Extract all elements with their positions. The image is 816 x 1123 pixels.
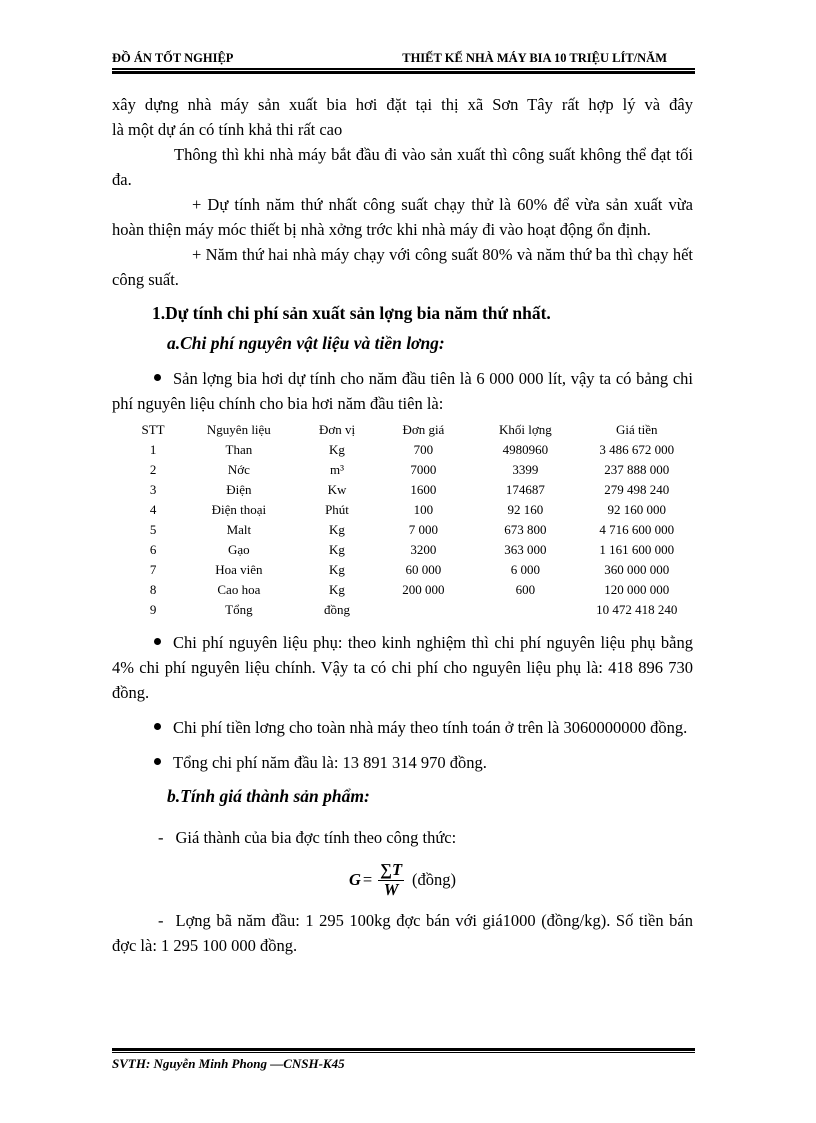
table-header-cell: Khối lợng [499,422,552,437]
table-cell: 6 [149,542,157,557]
table-cell: Kg [329,442,345,457]
table-cell: 363 000 [504,542,547,557]
footer-rule-thin [112,1052,695,1053]
table-cell: Kw [327,482,347,497]
formula-denominator: W [383,880,399,899]
table-cell: 7 000 [408,522,439,537]
paragraph-3: + Dự tính năm thứ nhất công suất chạy thử là 60% để vừa sản xuất vừa hoàn thiện máy móc thiết bị nhà xởng trớc khi nhà máy đi vào hoạt động ổn định. [112,195,693,239]
table-cell: 7 [149,562,157,577]
table-cell [470,600,580,620]
formula-lhs: G [348,869,361,889]
footer-author: SVTH: Nguyễn Minh Phong —CNSH-K45 [112,1056,345,1071]
table-cell: Hoa viên [215,562,263,577]
table-cell: 4 716 600 000 [599,522,675,537]
table-cell: 92 160 [507,502,544,517]
table-cell: 3 [149,482,157,497]
table-cell: 6 000 [510,562,541,577]
table-row [126,440,693,460]
table-row [126,560,693,580]
dash-item-1: - Giá thành của bia đợc tính theo công thức: [158,828,457,847]
table-cell: Kg [329,562,345,577]
table-header-cell: Nguyên liệu [206,422,271,437]
table-cell: Than [225,442,253,457]
table-cell: Điện [226,482,252,497]
table-cell: đồng [324,602,350,617]
table-header-row [126,420,693,440]
formula-equals: = [362,869,373,889]
heading-1: 1.Dự tính chi phí sản xuất sản lợng bia năm thứ nhất. [152,303,551,323]
table-cell: 1600 [410,482,437,497]
bullet-3: Chi phí tiền lơng cho toàn nhà máy theo tính toán ở trên là 3060000000 đồng. [112,715,693,740]
table-cell: 360 000 000 [604,562,670,577]
table-cell: Kg [329,542,345,557]
paragraph-4: + Năm thứ hai nhà máy chạy với công suất 80% và năm thứ ba thì chạy hết công suất. [112,245,693,289]
table-cell: Kg [329,522,345,537]
bullet-icon [154,374,161,381]
table-cell: 200 000 [402,582,445,597]
table-cell: 4980960 [502,442,549,457]
table-cell: Gạo [228,542,250,557]
table-row [126,520,693,540]
table-cell: 174687 [505,482,545,497]
table-cell: Malt [226,522,252,537]
table-cell: 279 498 240 [604,482,670,497]
table-row [126,540,693,560]
bullet-icon [154,758,161,765]
table-cell: 1 161 600 000 [599,542,675,557]
table-header-cell: Đơn vị [318,422,356,437]
table-cell: 3399 [512,462,539,477]
table-cell: 5 [149,522,157,537]
table-row [126,600,693,620]
bullet-2: Chi phí nguyên liệu phụ: theo kinh nghiệm thì chi phí nguyên liệu phụ bằng 4% chi phí nguyên liệu chính. Vậy ta có chi phí cho nguyên liệu phụ là: 418 896 730 đồng. [112,633,693,702]
table-cell: 120 000 000 [604,582,670,597]
table-row [126,580,693,600]
table-header-cell: Đơn giá [402,422,445,437]
header-rule-thin [112,68,695,70]
table-cell: 4 [149,502,157,517]
table-header-cell: STT [141,422,165,437]
table-cell: Kg [329,582,345,597]
formula-unit: (đồng) [412,869,457,889]
heading-b: b.Tính giá thành sản phẩm: [167,786,370,806]
table-cell: 9 [149,602,157,617]
bullet-1: Sản lợng bia hơi dự tính cho năm đầu tiên là 6 000 000 lít, vậy ta có bảng chi phí nguyên liệu chính cho bia hơi năm đầu tiên là: [112,369,693,413]
dash-item-2: - Lợng bã năm đầu: 1 295 100kg đợc bán với giá1000 (đồng/kg). Số tiền bán đợc là: 1 295 100 000 đồng. [112,911,693,955]
paragraph-2: Thông thì khi nhà máy bắt đầu đi vào sản xuất thì công suất không thể đạt tối đa. [112,145,693,189]
footer-rule-thick [112,1048,695,1051]
bullet-4: Tổng chi phí năm đầu là: 13 891 314 970 đồng. [112,750,693,775]
formula-fraction [378,860,404,899]
table-cell: Tổng [225,602,253,617]
header-left-title: ĐỒ ÁN TỐT NGHIỆP [112,51,234,65]
table-cell: m³ [329,462,344,477]
table-cell: 3200 [410,542,437,557]
table-cell: 2 [149,462,157,477]
bullet-icon [154,723,161,730]
heading-a: a.Chi phí nguyên vật liệu và tiền lơng: [167,333,445,353]
table-cell [376,600,470,620]
table-cell: 92 160 000 [607,502,666,517]
table-row [126,460,693,480]
page-content [112,92,693,958]
table-row [126,480,693,500]
dash-marker: - [158,828,164,847]
header-rule-thick [112,71,695,74]
material-cost-table [126,420,693,620]
table-cell: Điện thoại [211,502,267,517]
paragraph-1-line-2: là một dự án có tính khả thi rất cao [112,120,343,139]
header-right-title: THIẾT KẾ NHÀ MÁY BIA 10 TRIỆU LÍT/NĂM [402,51,667,65]
table-cell: 7000 [410,462,437,477]
table-cell: 100 [413,502,434,517]
table-cell: Nớc [227,462,250,477]
bullet-icon [154,638,161,645]
price-formula [112,860,693,900]
table-cell: 3 486 672 000 [599,442,675,457]
table-header-cell: Giá tiền [615,422,658,437]
table-cell: 673 800 [504,522,547,537]
table-cell: Cao hoa [217,582,261,597]
table-cell: Phút [325,502,349,517]
paragraph-1-line-1: xây dựng nhà máy sản xuất bia hơi đặt tại thị xã Sơn Tây rất hợp lý và đây [112,95,693,114]
dash-marker: - [158,911,164,930]
formula-numerator: ∑T [380,860,403,879]
table-cell: 8 [149,582,157,597]
table-cell: 1 [149,442,157,457]
table-cell: 700 [413,442,434,457]
table-cell: 237 888 000 [604,462,670,477]
table-row [126,500,693,520]
table-cell: 600 [515,582,536,597]
table-cell: 60 000 [405,562,442,577]
table-cell: 10 472 418 240 [596,602,678,617]
